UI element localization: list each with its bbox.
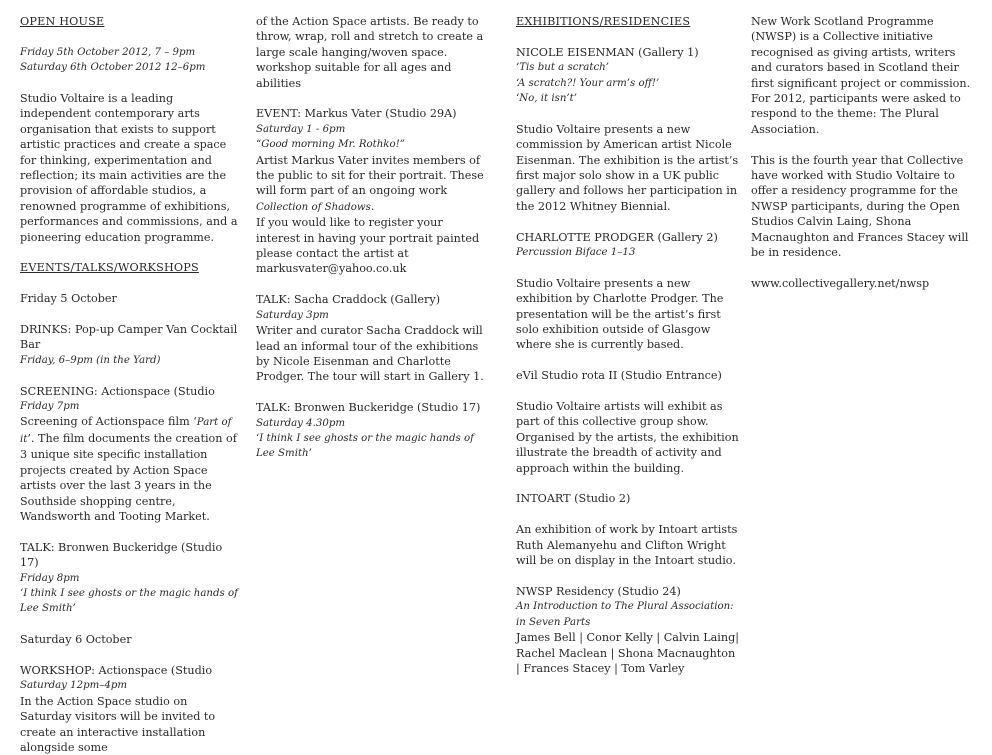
intoart-title: INTOART (Studio 2) bbox=[516, 492, 631, 506]
talk-craddock-time: Saturday 3pm bbox=[256, 309, 329, 321]
prodger-title: CHARLOTTE PRODGER (Gallery 2) bbox=[516, 230, 718, 244]
intro-paragraph: Studio Voltaire is a leading independent contemporary arts organisation that exists to support artistic practices and create a space for thinking, experimentation and reflection; its main activities are the provision of affordable studios, a renowned programme of exhibitions, performances and commissions, and a pioneering education programme. bbox=[20, 92, 238, 244]
eisenman-text: Studio Voltaire presents a new commission by American artist Nicole Eisenman. The exhibition is the artist’s first major solo show in a UK public gallery and follows her participation in the 2012 Whitney Biennial. bbox=[516, 122, 739, 213]
workshop-title: WORKSHOP: Actionspace (Studio bbox=[20, 663, 213, 677]
screening-title: SCREENING: Actionspace (Studio bbox=[20, 384, 215, 398]
drinks-time: Friday, 6–9pm (in the Yard) bbox=[20, 354, 161, 366]
talk-saturday-title: TALK: Bronwen Buckeridge (Studio 17) bbox=[256, 401, 481, 415]
eisenman-title: NICOLE EISENMAN (Gallery 1) bbox=[516, 45, 699, 59]
evil-title: eVil Studio rota II (Studio Entrance) bbox=[516, 369, 722, 383]
exhibitions-heading: EXHIBITIONS/RESIDENCIES bbox=[516, 15, 691, 28]
event-text-b: . bbox=[370, 199, 375, 213]
intoart-text: An exhibition of work by Intoart artists Ruth Alemanyehu and Clifton Wright will be on display in the Intoart studio. bbox=[516, 523, 738, 568]
eisenman-work-2: ‘A scratch?! Your arm’s off!’ bbox=[516, 77, 660, 89]
talk-friday-time: Friday 8pm bbox=[20, 572, 80, 584]
event-work-title: Collection of Shadows bbox=[256, 201, 371, 213]
events-heading: EVENTS/TALKS/WORKSHOPS bbox=[20, 261, 199, 275]
event-text bbox=[256, 153, 484, 216]
nwsp-artists: James Bell | Conor Kelly | Calvin Laing| Rachel Maclean | Shona Macnaughton | Frances Stacey | Tom Varley bbox=[516, 631, 740, 675]
nwsp-residency-subtitle: An Introduction to The Plural Association: in Seven Parts bbox=[516, 601, 734, 628]
eisenman-work-3: ‘No, it isn’t’ bbox=[516, 93, 577, 105]
event-text-a: Artist Markus Vater invites members of the public to sit for their portrait. These will form part of an ongoing work bbox=[256, 153, 484, 198]
nwsp-residency-title: NWSP Residency (Studio 24) bbox=[516, 584, 681, 598]
talk-craddock-title: TALK: Sacha Craddock (Gallery) bbox=[256, 293, 441, 307]
column-4 bbox=[751, 14, 976, 291]
event-time: Saturday 1 - 6pm bbox=[256, 123, 346, 135]
nwsp-intro: New Work Scotland Programme (NWSP) is a Collective initiative recognised as giving artists, writers and curators based in Scotland their first significant project or commission. For 2012, participants were asked to respond to the theme: The Plural Association. bbox=[751, 15, 971, 136]
prodger-work: Percussion Biface 1–13 bbox=[516, 247, 636, 259]
saturday-label: Saturday 6 October bbox=[20, 633, 132, 647]
workshop-text-continued: of the Action Space artists. Be ready to throw, wrap, roll and stretch to create a large scale hanging/woven space. workshop suitable for all ages and abilities bbox=[256, 15, 484, 90]
screening-film-title: Part of it bbox=[20, 417, 232, 445]
column-1 bbox=[20, 14, 242, 755]
friday-label: Friday 5 October bbox=[20, 292, 117, 306]
event-register: If you would like to register your interest in having your portrait painted please contact the artist at markusvater@yahoo.co.uk bbox=[256, 216, 480, 276]
prodger-text: Studio Voltaire presents a new exhibition by Charlotte Prodger. The presentation will be the artist’s first solo exhibition outside of Glasgow where she is currently based. bbox=[516, 276, 724, 352]
column-2 bbox=[256, 14, 484, 462]
screening-time: Friday 7pm bbox=[20, 401, 80, 413]
talk-saturday-time: Saturday 4.30pm bbox=[256, 417, 346, 429]
column-3 bbox=[516, 14, 741, 676]
event-quote: “Good morning Mr. Rothko!” bbox=[256, 139, 405, 151]
workshop-time: Saturday 12pm–4pm bbox=[20, 680, 128, 692]
event-title: EVENT: Markus Vater (Studio 29A) bbox=[256, 107, 457, 121]
evil-text: Studio Voltaire artists will exhibit as part of this collective group show. Organised by the artists, the exhibition illustrate the breadth of activity and approach within the building. bbox=[516, 400, 739, 475]
drinks-title: DRINKS: Pop-up Camper Van Cocktail Bar bbox=[20, 323, 238, 352]
open-house-heading: OPEN HOUSE bbox=[20, 15, 105, 28]
open-house-friday: Friday 5th October 2012, 7 – 9pm bbox=[20, 46, 196, 58]
screening-text bbox=[20, 414, 242, 524]
screening-text-a: Screening of Actionspace film ‘ bbox=[20, 415, 197, 429]
talk-friday-title: TALK: Bronwen Buckeridge (Studio 17) bbox=[20, 540, 223, 570]
talk-saturday-subtitle: ‘I think I see ghosts or the magic hands of Lee Smith’ bbox=[256, 432, 474, 460]
talk-craddock-text: Writer and curator Sacha Craddock will lead an informal tour of the exhibitions by Nicole Eisenman and Charlotte Prodger. The tour will start in Gallery 1. bbox=[256, 324, 484, 384]
open-house-saturday: Saturday 6th October 2012 12–6pm bbox=[20, 62, 206, 74]
talk-friday-subtitle: ‘I think I see ghosts or the magic hands of Lee Smith’ bbox=[20, 587, 238, 615]
nwsp-fourth-year: This is the fourth year that Collective have worked with Studio Voltaire to offer a residency programme for the NWSP participants, during the Open Studios Calvin Laing, Shona Macnaughton and Frances Stacey will be in residence. bbox=[751, 153, 969, 260]
screening-text-b: ’. The film documents the creation of 3 unique site specific installation projects created by Action Space artists over the last 3 years in the Southside shopping centre, Wandsworth and Tooting Market. bbox=[20, 431, 237, 523]
website-link[interactable]: www.collectivegallery.net/nwsp bbox=[751, 276, 930, 290]
eisenman-work-1: ‘Tis but a scratch’ bbox=[516, 62, 609, 74]
workshop-text: In the Action Space studio on Saturday visitors will be invited to create an interactive installation alongside some bbox=[20, 694, 216, 754]
